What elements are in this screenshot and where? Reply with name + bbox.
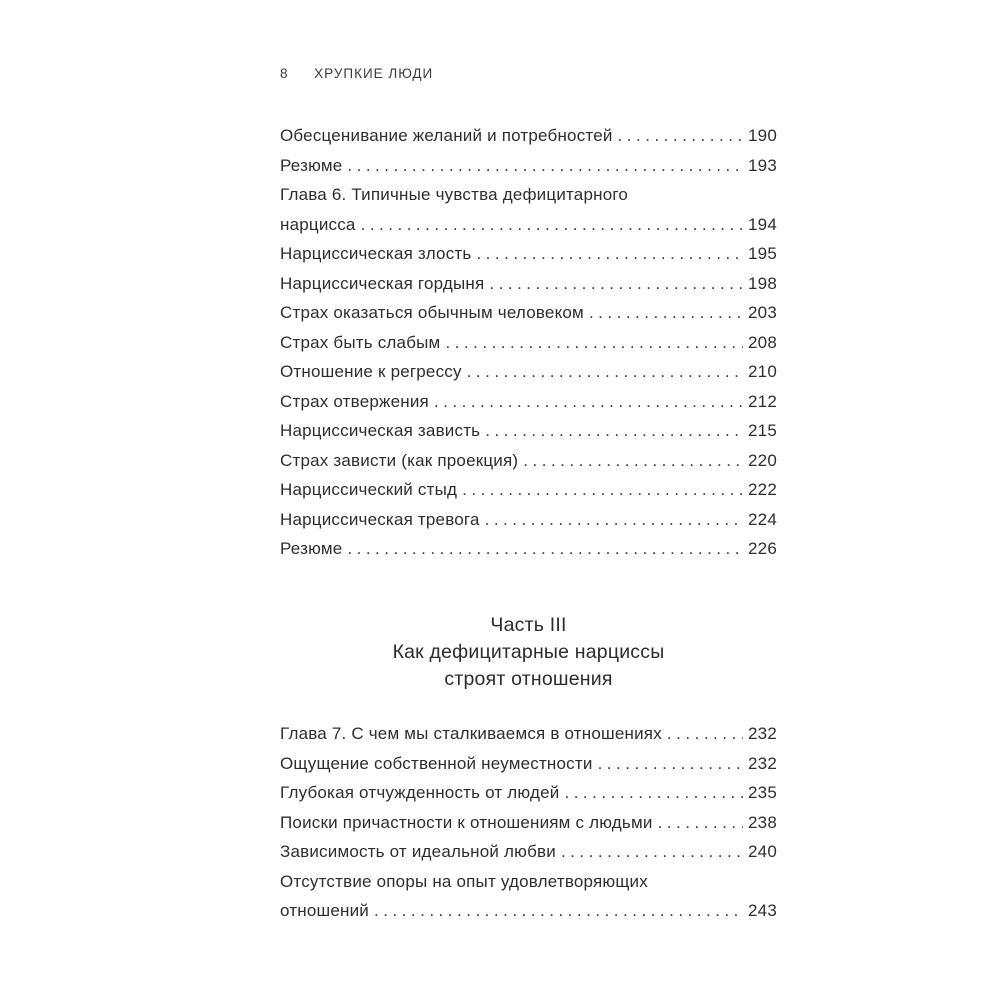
toc-entry-title: Нарциссическая гордыня xyxy=(280,273,485,293)
running-head-title: ХРУПКИЕ ЛЮДИ xyxy=(314,66,434,81)
part-heading-line2: Как дефицитарные нарциссы xyxy=(392,641,665,663)
toc-entry-page: 212 xyxy=(748,391,777,411)
toc-row xyxy=(280,843,777,861)
toc-entry-page: 222 xyxy=(748,480,777,499)
dot-leader xyxy=(658,814,743,832)
toc-entry-title: Страх зависти (как проекция) xyxy=(280,450,519,470)
toc-row xyxy=(280,363,777,381)
dot-leader xyxy=(523,452,743,470)
toc-entry-page: 240 xyxy=(748,842,777,861)
toc-entry-page: 226 xyxy=(748,539,777,558)
toc-row xyxy=(280,216,777,234)
toc-entry-page: 232 xyxy=(748,753,777,773)
dot-leader xyxy=(561,843,743,861)
dot-leader xyxy=(485,511,743,529)
toc-entry-page: 224 xyxy=(748,509,777,529)
running-head xyxy=(280,66,777,81)
dot-leader xyxy=(445,334,743,352)
toc-row xyxy=(280,422,777,440)
toc-entry-page: 220 xyxy=(748,450,777,470)
toc-entry-title: Нарциссический стыд xyxy=(280,480,458,499)
dot-leader xyxy=(374,902,743,920)
toc-entry-page: 235 xyxy=(748,783,777,802)
toc-row xyxy=(280,393,777,411)
dot-leader xyxy=(434,393,743,411)
toc-entry-page: 243 xyxy=(748,901,777,920)
part-heading xyxy=(280,612,777,693)
dot-leader xyxy=(347,540,743,558)
toc-entry-title: Резюме xyxy=(280,155,343,175)
toc-entry-title: Обесценивание желаний и потребностей xyxy=(280,126,613,145)
dot-leader xyxy=(589,304,743,322)
toc-entry-page: 193 xyxy=(748,155,777,175)
toc-entry-title: Поиски причастности к отношениям с людьми xyxy=(280,812,653,832)
toc-row xyxy=(280,304,777,322)
dot-leader xyxy=(564,784,743,802)
toc-entry-title: Глава 7. С чем мы сталкиваемся в отношениях xyxy=(280,724,662,743)
toc-row xyxy=(280,127,777,145)
toc-entry-page: 195 xyxy=(748,244,777,263)
toc-entry-page: 194 xyxy=(748,214,777,234)
toc-section-1 xyxy=(280,127,777,558)
toc-content xyxy=(280,66,777,932)
toc-entry-title: Отношение к регрессу xyxy=(280,362,462,381)
toc-row xyxy=(280,755,777,773)
dot-leader xyxy=(618,127,743,145)
dot-leader xyxy=(667,725,743,743)
toc-row xyxy=(280,725,777,743)
toc-entry-title: Резюме xyxy=(280,539,343,558)
dot-leader xyxy=(361,216,743,234)
toc-entry-page: 208 xyxy=(748,332,777,352)
toc-row xyxy=(280,814,777,832)
toc-entry-page: 232 xyxy=(748,724,777,743)
toc-entry-title: Отсутствие опоры на опыт удовлетворяющих xyxy=(280,871,648,891)
toc-row xyxy=(280,873,777,891)
toc-row xyxy=(280,784,777,802)
toc-row xyxy=(280,902,777,920)
toc-entry-title: Глава 6. Типичные чувства дефицитарного xyxy=(280,185,629,204)
toc-entry-title: Нарциссическая зависть xyxy=(280,421,481,440)
toc-row xyxy=(280,245,777,263)
toc-entry-page: 215 xyxy=(748,421,777,440)
toc-entry-title: Нарциссическая тревога xyxy=(280,509,480,529)
toc-entry-page: 203 xyxy=(748,303,777,322)
dot-leader xyxy=(598,755,743,773)
toc-entry-title: Зависимость от идеальной любви xyxy=(280,842,556,861)
toc-row xyxy=(280,540,777,558)
dot-leader xyxy=(467,363,743,381)
toc-row xyxy=(280,334,777,352)
part-heading-line1: Часть III xyxy=(490,614,567,636)
toc-entry-title: Страх оказаться обычным человеком xyxy=(280,303,584,322)
toc-entry-title: отношений xyxy=(280,901,369,920)
toc-row xyxy=(280,157,777,175)
toc-entry-page: 198 xyxy=(748,273,777,293)
toc-entry-page: 210 xyxy=(748,362,777,381)
dot-leader xyxy=(489,275,743,293)
toc-entry-page: 190 xyxy=(748,126,777,145)
toc-row xyxy=(280,511,777,529)
toc-row xyxy=(280,452,777,470)
toc-entry-page: 238 xyxy=(748,812,777,832)
dot-leader xyxy=(476,245,743,263)
toc-entry-title: нарцисса xyxy=(280,214,356,234)
toc-row xyxy=(280,186,777,204)
page-folio: 8 xyxy=(280,66,289,81)
toc-entry-title: Глубокая отчужденность от людей xyxy=(280,783,560,802)
toc-row xyxy=(280,275,777,293)
dot-leader xyxy=(485,422,743,440)
dot-leader xyxy=(347,157,743,175)
toc-row xyxy=(280,481,777,499)
dot-leader xyxy=(462,481,743,499)
toc-entry-title: Ощущение собственной неуместности xyxy=(280,753,593,773)
toc-section-2 xyxy=(280,725,777,920)
toc-entry-title: Нарциссическая злость xyxy=(280,244,472,263)
part-heading-line3: строят отношения xyxy=(444,668,613,690)
toc-entry-title: Страх быть слабым xyxy=(280,332,441,352)
toc-entry-title: Страх отвержения xyxy=(280,391,429,411)
